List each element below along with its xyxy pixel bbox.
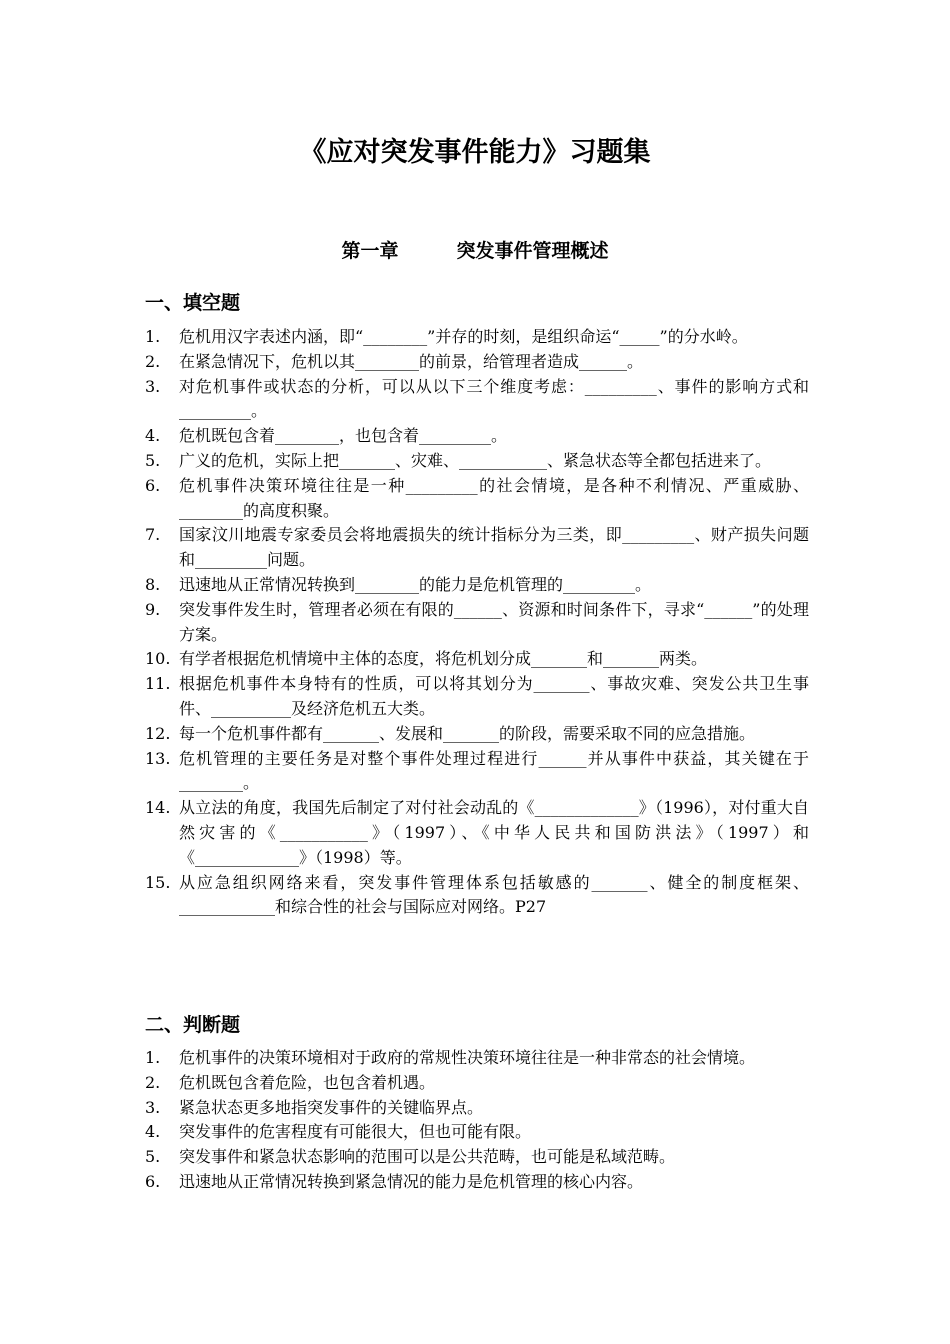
item-text: 广义的危机，实际上把_______、灾难、___________、紧急状态等全都包括进来了。: [179, 450, 772, 470]
list-item: [145, 796, 809, 870]
list-item: [145, 598, 809, 648]
item-number: 13.: [145, 748, 171, 768]
item-number: 5.: [145, 1147, 161, 1167]
fill-blank-list: [145, 325, 809, 920]
item-number: 9.: [145, 599, 161, 619]
item-text: 危机事件的决策环境相对于政府的常规性决策环境往往是一种非常态的社会情境。: [179, 1048, 756, 1067]
item-text: 突发事件发生时，管理者必须在有限的______、资源和时间条件下，寻求“______”的处理方案。: [179, 599, 809, 644]
list-item: [145, 449, 809, 474]
item-number: 6.: [145, 475, 161, 495]
item-text: 危机事件决策环境往往是一种_________的社会情境，是各种不利情况、严重威胁、________的高度积聚。: [179, 475, 809, 520]
item-text: 危机既包含着________，也包含着_________。: [179, 426, 508, 446]
list-item: [145, 1071, 809, 1096]
item-text: 从应急组织网络来看，突发事件管理体系包括敏感的_______、健全的制度框架、____________和综合性的社会与国际应对网络。P27: [179, 872, 809, 917]
item-number: 2.: [145, 351, 161, 371]
item-number: 10.: [145, 649, 171, 669]
item-number: 4.: [145, 1122, 161, 1142]
item-number: 15.: [145, 872, 171, 892]
item-text: 危机既包含着危险，也包含着机遇。: [179, 1072, 436, 1092]
item-text: 紧急状态更多地指突发事件的关键临界点。: [179, 1097, 484, 1117]
item-number: 1.: [145, 1048, 161, 1067]
item-number: 8.: [145, 574, 161, 594]
item-text: 突发事件的危害程度有可能很大，但也可能有限。: [179, 1122, 532, 1142]
list-item: [145, 722, 809, 747]
item-number: 2.: [145, 1072, 161, 1092]
list-item: [145, 523, 809, 573]
list-item: [145, 672, 809, 722]
list-item: [145, 325, 809, 350]
item-text: 突发事件和紧急状态影响的范围可以是公共范畴，也可能是私域范畴。: [179, 1147, 676, 1167]
item-text: 危机管理的主要任务是对整个事件处理过程进行______并从事件中获益，其关键在于________。: [179, 748, 809, 793]
item-number: 5.: [145, 450, 161, 470]
item-number: 3.: [145, 376, 161, 396]
list-item: [145, 647, 809, 672]
true-false-list: [145, 1046, 809, 1195]
section-heading-fill-blank: 一、填空题: [145, 292, 241, 314]
chapter-label: 第一章: [341, 240, 399, 262]
document-title: 《应对突发事件能力》习题集: [299, 137, 651, 168]
item-text: 有学者根据危机情境中主体的态度，将危机划分成_______和_______两类。: [179, 649, 708, 669]
list-item: [145, 424, 809, 449]
item-text: 迅速地从正常情况转换到________的能力是危机管理的_________。: [179, 574, 652, 594]
list-item: [145, 350, 809, 375]
item-number: 3.: [145, 1097, 161, 1117]
item-number: 7.: [145, 525, 161, 545]
list-item: [145, 747, 809, 797]
item-text: 危机用汉字表述内涵，即“________”并存的时刻，是组织命运“_____”的分水岭。: [179, 327, 748, 346]
list-item: [145, 573, 809, 598]
list-item: [145, 1145, 809, 1170]
list-item: [145, 1096, 809, 1121]
item-number: 6.: [145, 1171, 161, 1191]
item-text: 根据危机事件本身特有的性质，可以将其划分为_______、事故灾难、突发公共卫生事件、__________及经济危机五大类。: [179, 674, 809, 718]
chapter-heading: [0, 236, 950, 263]
list-item: [145, 474, 809, 524]
section-heading-true-false: 二、判断题: [145, 1014, 241, 1036]
list-item: [145, 1120, 809, 1145]
item-number: 12.: [145, 723, 171, 743]
item-text: 国家汶川地震专家委员会将地震损失的统计指标分为三类，即_________、财产损失问题和_________问题。: [179, 525, 809, 570]
item-number: 11.: [145, 674, 171, 694]
item-number: 4.: [145, 426, 161, 446]
item-text: 迅速地从正常情况转换到紧急情况的能力是危机管理的核心内容。: [179, 1171, 644, 1191]
item-number: 1.: [145, 327, 161, 346]
list-item: [145, 375, 809, 425]
list-item: [145, 1170, 809, 1195]
item-text: 每一个危机事件都有_______、发展和_______的阶段，需要采取不同的应急措施。: [179, 723, 756, 743]
list-item: [145, 1046, 809, 1071]
chapter-title: 突发事件管理概述: [456, 240, 609, 262]
item-text: 在紧急情况下，危机以其________的前景，给管理者造成______。: [179, 351, 644, 371]
item-text: 对危机事件或状态的分析，可以从以下三个维度考虑：_________、事件的影响方式和_________。: [179, 376, 809, 421]
item-text: 从立法的角度，我国先后制定了对付社会动乱的《_____________》（1996），对付重大自然灾害的《___________》（1997）、《中华人民共和国防洪法》（1997）和《_____________》（1998）等。: [179, 798, 809, 867]
item-number: 14.: [145, 798, 171, 818]
list-item: [145, 871, 809, 921]
